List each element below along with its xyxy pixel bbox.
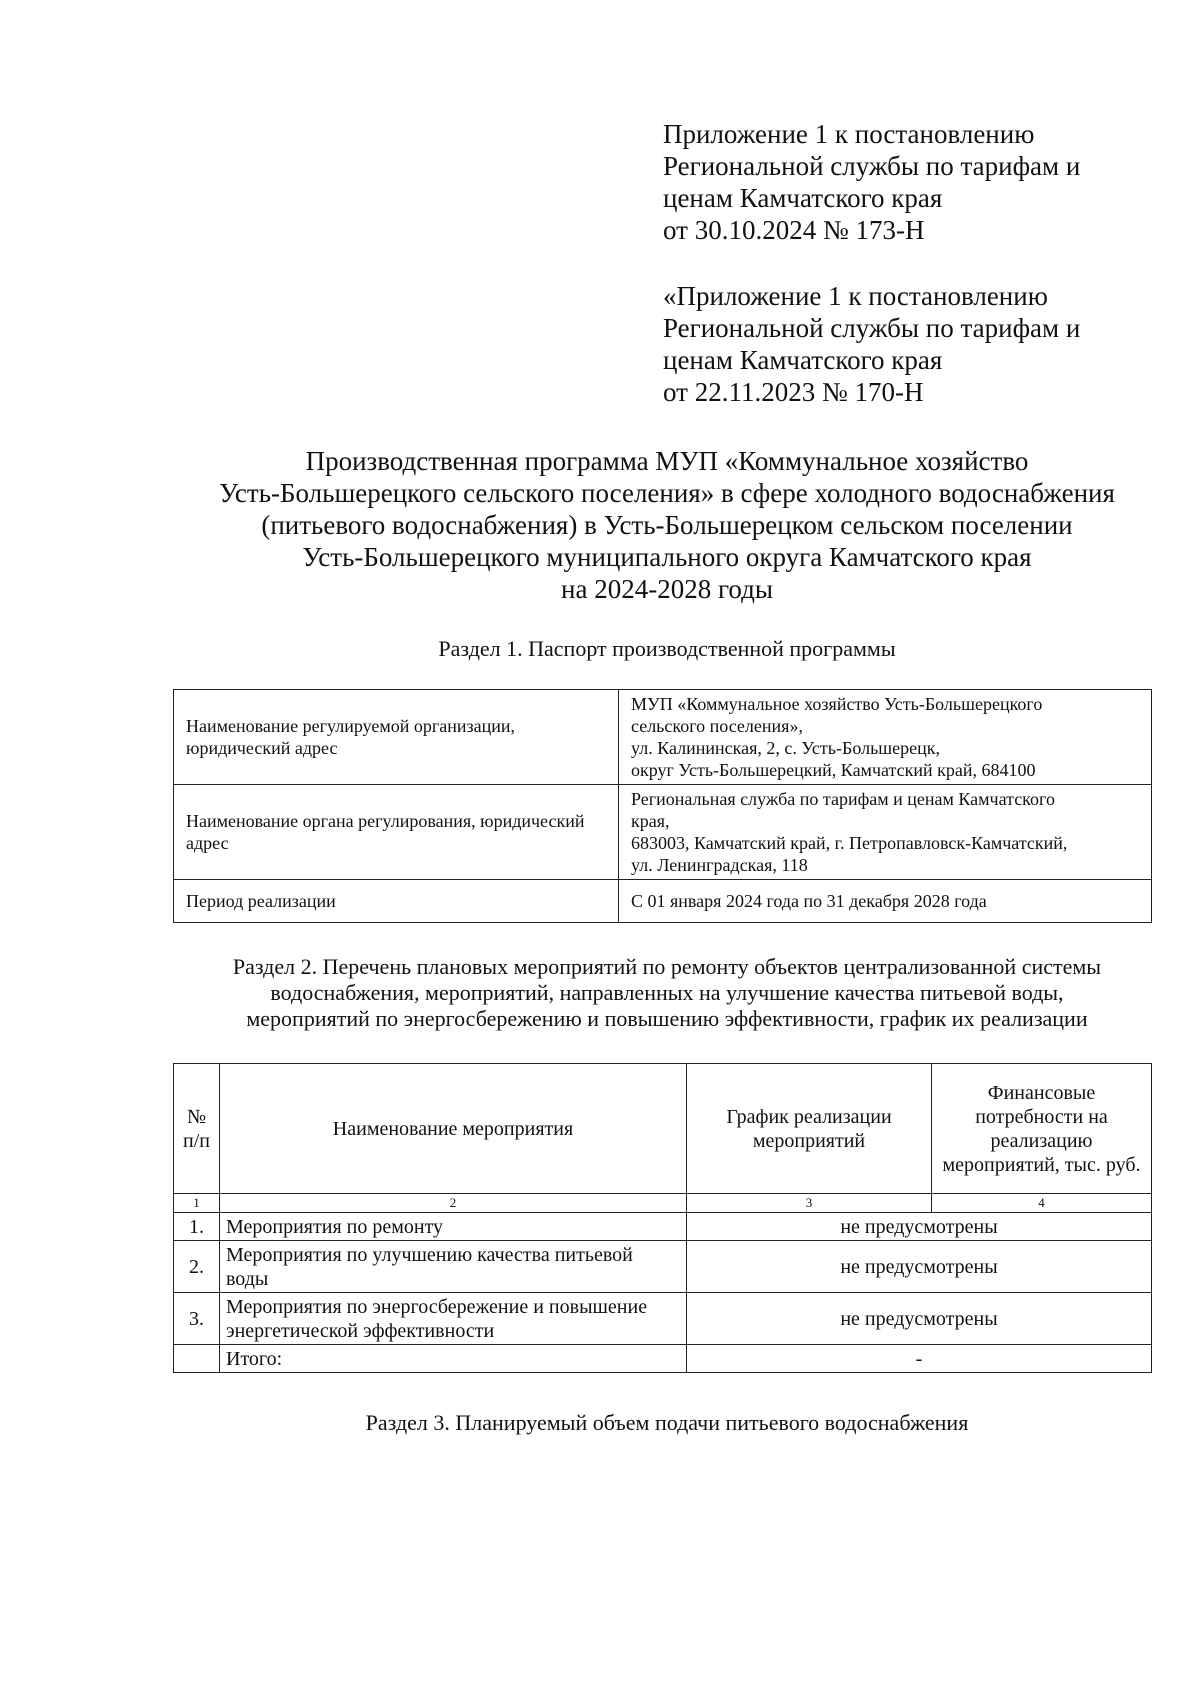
annex-current-reference [663,118,1080,246]
passport-label: Период реализации [174,880,619,923]
table-row [174,880,1152,923]
table-row [174,785,1152,880]
column-number: 1 [174,1194,220,1213]
value-line: округ Усть-Большерецкий, Камчатский край, 684100 [631,760,1036,780]
value-line: С 01 января 2024 года по 31 декабря 2028 года [631,891,987,911]
title-line: Усть-Большерецкого муниципального округа Камчатского края [302,542,1032,572]
annex-line: «Приложение 1 к постановлению [663,281,1048,311]
passport-value [619,785,1152,880]
measure-name: Мероприятия по улучшению качества питьевой воды [220,1241,687,1293]
passport-label: Наименование органа регулирования, юридический адрес [174,785,619,880]
annex-line: Региональной службы по тарифам и [663,151,1081,181]
section3-heading [100,1410,1200,1436]
measure-status: не предусмотрены [687,1213,1152,1241]
table-row [174,690,1152,785]
title-line: на 2024-2028 годы [561,574,773,604]
row-number: 1. [174,1213,220,1241]
passport-table [173,689,1152,923]
measure-status: не предусмотрены [687,1241,1152,1293]
measure-status: не предусмотрены [687,1293,1152,1345]
section2-heading [100,954,1200,1032]
header-schedule: График реализации мероприятий [687,1064,932,1194]
value-line: Региональная служба по тарифам и ценам Камчатского [631,789,1055,809]
empty-cell [174,1345,220,1373]
section2-heading-line: Раздел 2. Перечень плановых мероприятий по ремонту объектов централизованной системы [232,954,1102,979]
row-number: 3. [174,1293,220,1345]
table-row [174,1293,1152,1345]
column-number: 4 [932,1194,1152,1213]
section2-heading-line: водоснабжения, мероприятий, направленных на улучшение качества питьевой воды, [270,980,1064,1005]
title-line: Усть-Большерецкого сельского поселения» в сфере холодного водоснабжения [219,478,1115,508]
header-measure-name: Наименование мероприятия [220,1064,687,1194]
column-number: 2 [220,1194,687,1213]
annex-previous-reference [663,280,1080,408]
value-line: ул. Ленинградская, 118 [631,855,808,875]
value-line: 683003, Камчатский край, г. Петропавловск-Камчатский, [631,833,1068,853]
measure-name: Мероприятия по энергосбережение и повышение энергетической эффективности [220,1293,687,1345]
measure-name: Мероприятия по ремонту [220,1213,687,1241]
value-line: МУП «Коммунальное хозяйство Усть-Большерецкого [631,694,1043,714]
value-line: ул. Калининская, 2, с. Усть-Большерецк, [631,738,940,758]
column-number-row [174,1194,1152,1213]
measures-table [173,1063,1152,1373]
total-label: Итого: [220,1345,687,1373]
row-number: 2. [174,1241,220,1293]
table-header-row [174,1064,1152,1194]
section1-heading-text: Раздел 1. Паспорт производственной программы [438,636,896,661]
passport-label: Наименование регулируемой организации, юридический адрес [174,690,619,785]
passport-value [619,690,1152,785]
table-row [174,1241,1152,1293]
annex-line: ценам Камчатского края [663,183,943,213]
value-line: сельского поселения», [631,716,803,736]
total-value: - [687,1345,1152,1373]
title-line: (питьевого водоснабжения) в Усть-Большерецком сельском поселении [261,510,1073,540]
title-line: Производственная программа МУП «Коммунальное хозяйство [305,446,1029,476]
total-row [174,1345,1152,1373]
annex-line: Приложение 1 к постановлению [663,119,1035,149]
header-financial-needs: Финансовые потребности на реализацию мероприятий, тыс. руб. [932,1064,1152,1194]
table-row [174,1213,1152,1241]
section1-heading [100,636,1200,662]
document-title [100,445,1200,605]
section2-heading-line: мероприятий по энергосбережению и повышению эффективности, график их реализации [246,1006,1088,1031]
annex-line: от 30.10.2024 № 173-Н [663,215,925,245]
annex-line: Региональной службы по тарифам и [663,313,1081,343]
section3-heading-text: Раздел 3. Планируемый объем подачи питьевого водоснабжения [365,1410,969,1435]
passport-value [619,880,1152,923]
annex-line: от 22.11.2023 № 170-Н [663,377,924,407]
header-number: № п/п [174,1064,220,1194]
annex-line: ценам Камчатского края [663,345,943,375]
column-number: 3 [687,1194,932,1213]
value-line: края, [631,811,670,831]
